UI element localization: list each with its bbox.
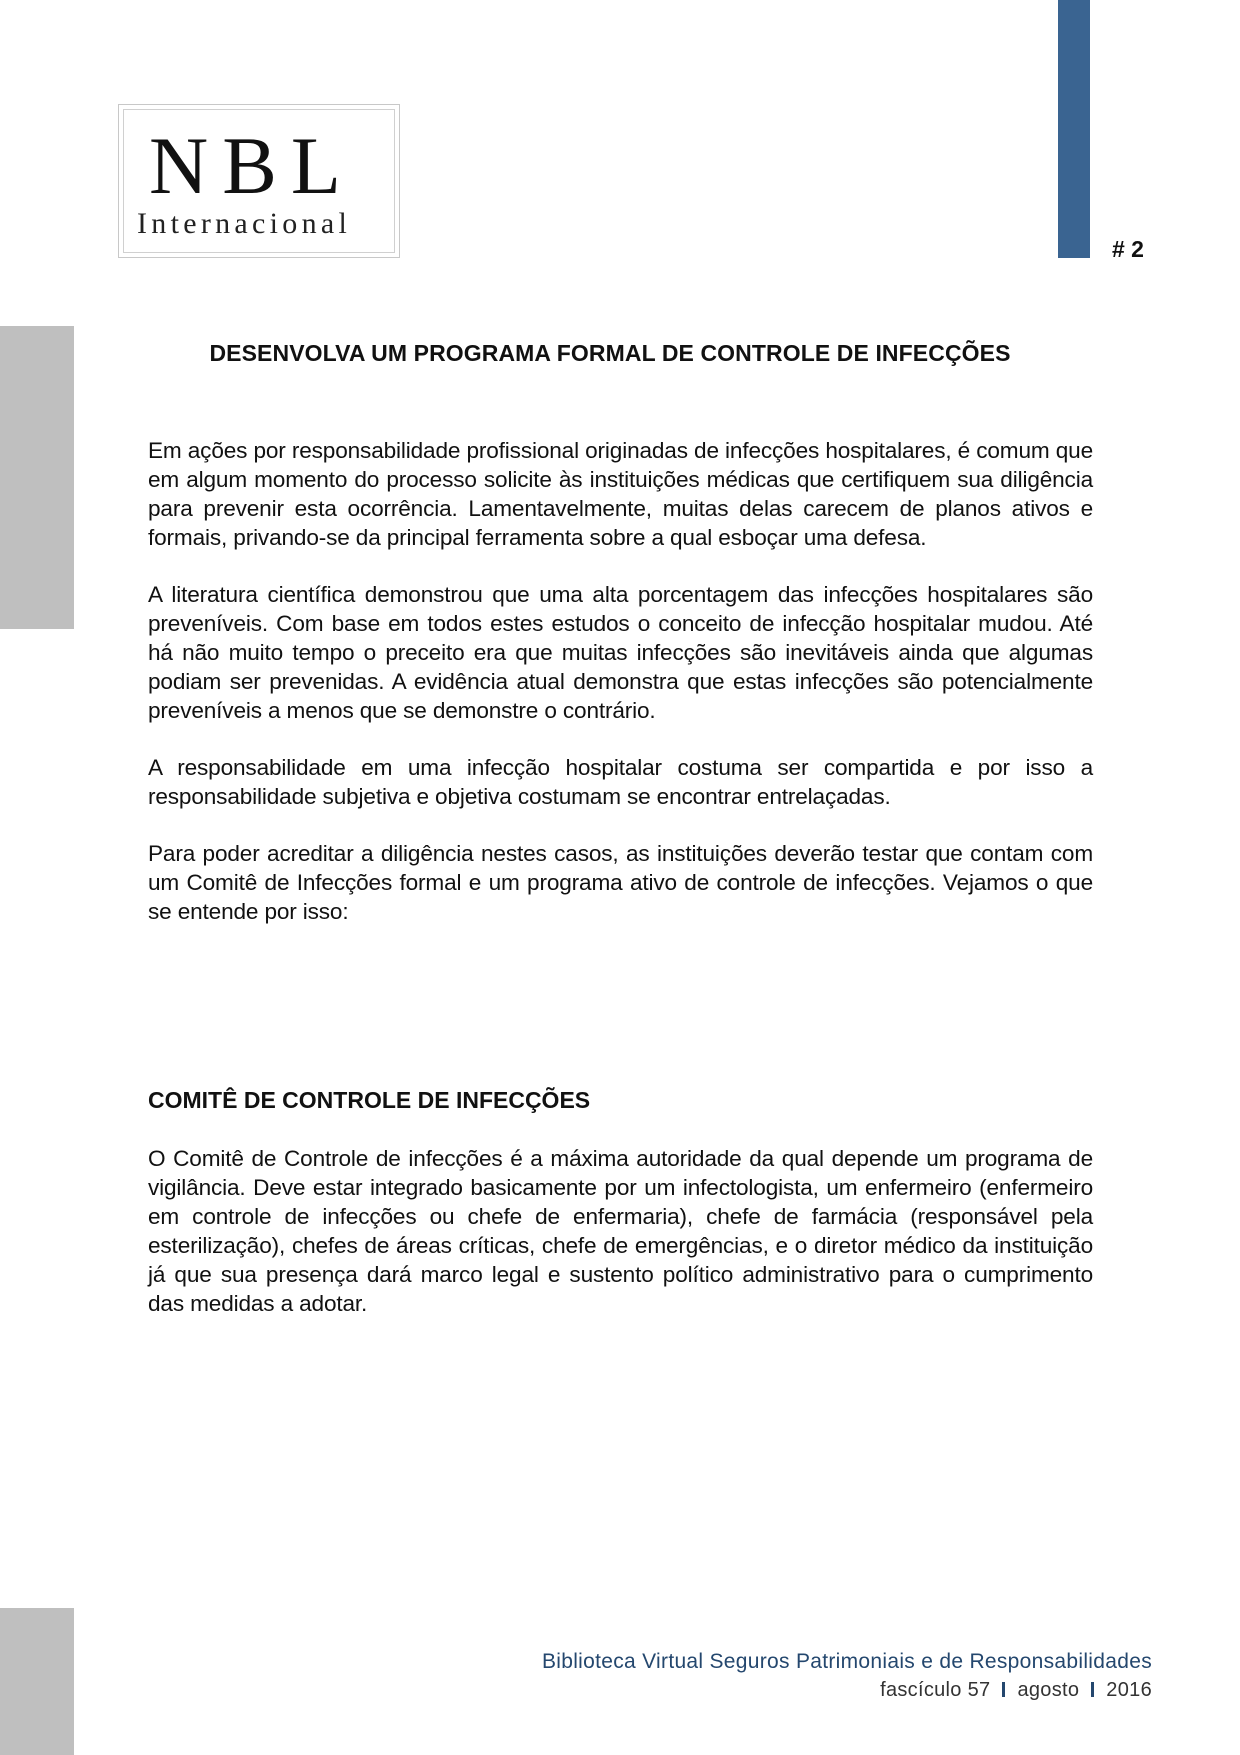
footer-month: agosto [1017,1679,1080,1701]
footer-year: 2016 [1106,1679,1152,1701]
intro-body [148,436,1093,954]
accent-bar [1058,0,1090,258]
paragraph: O Comitê de Controle de infecções é a máxima autoridade da qual depende um programa de vigilância. Deve estar integrado basicamente por um infectologista, um enfermeiro (enfermeiro em controle de infecções ou chefe de enfermaria), chefe de farmácia (responsável pela esterilização), chefes de áreas críticas, chefe de emergências, e o diretor médico da instituição já que sua presença dará marco legal e sustento político administrativo para o cumprimento das medidas a adotar. [148,1146,1093,1316]
separator [1002,1682,1005,1697]
section-title: COMITÊ DE CONTROLE DE INFECÇÕES [148,1087,591,1113]
footer-issue-info [542,1676,1152,1704]
section-body [148,1144,1093,1346]
nbl-logo [118,104,400,258]
side-decoration-bar-bottom [0,1608,74,1755]
footer-publication: Biblioteca Virtual Seguros Patrimoniais e de Responsabilidades [541,1650,1152,1673]
logo-main-text: NBL [149,120,355,211]
page-number: # 2 [1112,236,1144,262]
footer-issue: fascículo 57 [880,1679,991,1701]
footer [542,1648,1152,1704]
paragraph: Para poder acreditar a diligência nestes casos, as instituições deverão testar que contam com um Comitê de Infecções formal e um programa ativo de controle de infecções. Vejamos o que se entende por isso: [148,841,1093,924]
paragraph: Em ações por responsabilidade profissional originadas de infecções hospitalares, é comum que em algum momento do processo solicite às instituições médicas que certifiquem sua diligência para prevenir esta ocorrência. Lamentavelmente, muitas delas carecem de planos ativos e formais, privando-se da principal ferramenta sobre a qual esboçar uma defesa. [148,438,1093,550]
page-title: DESENVOLVA UM PROGRAMA FORMAL DE CONTROLE DE INFECÇÕES [209,340,1011,366]
separator [1091,1682,1094,1697]
paragraph: A literatura científica demonstrou que uma alta porcentagem das infecções hospitalares são preveníveis. Com base em todos estes estudos o conceito de infecção hospitalar mudou. Até há não muito tempo o preceito era que muitas infecções são inevitáveis ainda que algumas podiam ser prevenidas. A evidência atual demonstra que estas infecções são potencialmente preveníveis a menos que se demonstre o contrário. [148,582,1093,723]
paragraph: A responsabilidade em uma infecção hospitalar costuma ser compartida e por isso a responsabilidade subjetiva e objetiva costumam se encontrar entrelaçadas. [148,755,1093,809]
logo-sub-text: Internacional [137,207,352,240]
side-decoration-bar-top [0,326,74,629]
